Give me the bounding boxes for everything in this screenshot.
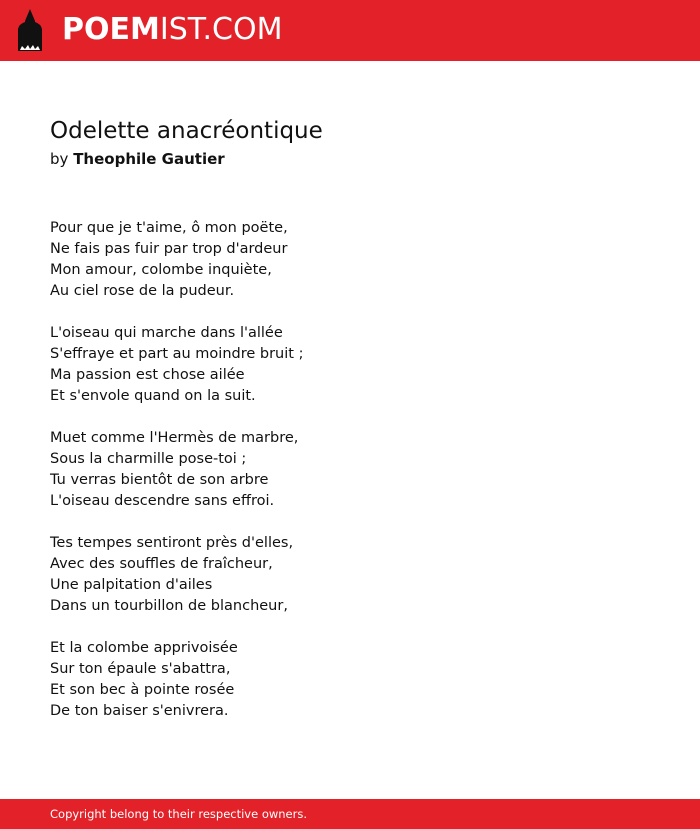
poem-line: Au ciel rose de la pudeur.: [50, 283, 235, 299]
author-name: Theophile Gautier: [73, 150, 225, 168]
poem-line: Avec des souffles de fraîcheur,: [50, 556, 273, 572]
poem-line: Mon amour, colombe inquiète,: [50, 262, 272, 278]
poem-line: Et son bec à pointe rosée: [50, 682, 235, 698]
copyright-notice: Copyright belong to their respective owners.: [50, 807, 308, 821]
by-label: by: [50, 150, 69, 168]
poem-line: L'oiseau descendre sans effroi.: [50, 493, 275, 509]
stanza: [50, 428, 650, 512]
stanza: [50, 218, 650, 302]
poem-title: Odelette anacréontique: [50, 118, 323, 144]
poem-line: Sur ton épaule s'abattra,: [50, 661, 231, 677]
poem-line: Une palpitation d'ailes: [50, 577, 213, 593]
site-header: [0, 0, 700, 61]
pencil-icon[interactable]: [17, 9, 43, 51]
poem-line: Ma passion est chose ailée: [50, 367, 245, 383]
byline: [50, 149, 225, 169]
poem-line: Tu verras bientôt de son arbre: [50, 472, 269, 488]
stanza: [50, 323, 650, 407]
poem-line: Dans un tourbillon de blancheur,: [50, 598, 288, 614]
poem-line: Et la colombe apprivoisée: [50, 640, 238, 656]
logo-light-text: IST.COM: [159, 12, 283, 47]
poem-line: Pour que je t'aime, ô mon poëte,: [50, 220, 288, 236]
poem-line: Ne fais pas fuir par trop d'ardeur: [50, 241, 288, 257]
stanza: [50, 533, 650, 617]
poem-body: [50, 218, 650, 743]
site-footer: [0, 799, 700, 829]
site-logo[interactable]: [62, 13, 282, 47]
logo-bold-text: POEM: [62, 12, 160, 47]
poem-line: S'effraye et part au moindre bruit ;: [50, 346, 304, 362]
poem-line: Et s'envole quand on la suit.: [50, 388, 256, 404]
poem-line: Muet comme l'Hermès de marbre,: [50, 430, 299, 446]
stanza: [50, 638, 650, 722]
poem-line: Sous la charmille pose-toi ;: [50, 451, 247, 467]
poem-line: De ton baiser s'enivrera.: [50, 703, 229, 719]
poem-line: Tes tempes sentiront près d'elles,: [50, 535, 294, 551]
poem-line: L'oiseau qui marche dans l'allée: [50, 325, 283, 341]
